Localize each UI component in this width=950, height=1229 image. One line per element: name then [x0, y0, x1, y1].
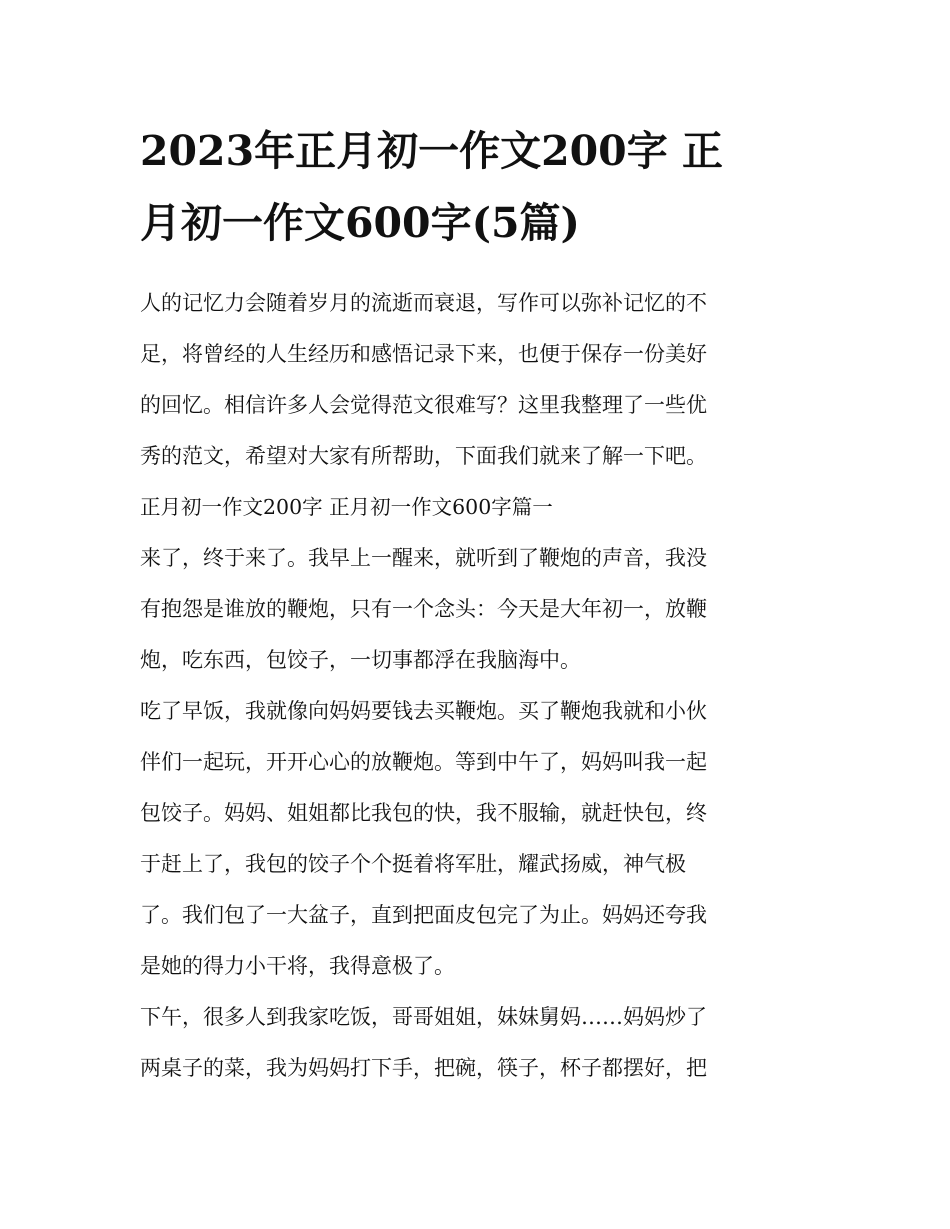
paragraph-line: 包饺子。妈妈、姐姐都比我包的快，我不服输，就赶快包，终 [140, 801, 707, 825]
paragraph-line: 了。我们包了一大盆子，直到把面皮包完了为止。妈妈还夸我 [140, 903, 707, 927]
paragraph-line: 来了，终于来了。我早上一醒来，就听到了鞭炮的声音，我没 [140, 546, 707, 570]
title-line-1: 2023年正月初一作文200字 正 [140, 127, 723, 175]
paragraph-line: 两桌子的菜，我为妈妈打下手，把碗，筷子，杯子都摆好，把 [140, 1056, 707, 1080]
paragraph-line: 有抱怨是谁放的鞭炮，只有一个念头：今天是大年初一，放鞭 [140, 597, 707, 621]
paragraph-line: 是她的得力小干将，我得意极了。 [140, 954, 455, 978]
intro-line: 秀的范文，希望对大家有所帮助，下面我们就来了解一下吧。 [140, 444, 707, 468]
intro-line: 的回忆。相信许多人会觉得范文很难写？这里我整理了一些优 [140, 393, 707, 417]
title-line-2: 月初一作文600字(5篇) [140, 199, 580, 247]
paragraph-line: 下午，很多人到我家吃饭，哥哥姐姐，妹妹舅妈……妈妈炒了 [140, 1005, 707, 1029]
paragraph-line: 炮，吃东西，包饺子，一切事都浮在我脑海中。 [140, 648, 581, 672]
paragraph-line: 吃了早饭，我就像向妈妈要钱去买鞭炮。买了鞭炮我就和小伙 [140, 699, 707, 723]
section-heading: 正月初一作文200字 正月初一作文600字篇一 [140, 495, 553, 519]
paragraph-line: 于赶上了，我包的饺子个个挺着将军肚，耀武扬威，神气极 [140, 852, 686, 876]
paragraph-line: 伴们一起玩，开开心心的放鞭炮。等到中午了，妈妈叫我一起 [140, 750, 707, 774]
document-body [140, 278, 830, 1094]
document-title [140, 115, 820, 259]
intro-line: 足，将曾经的人生经历和感悟记录下来，也便于保存一份美好 [140, 342, 707, 366]
intro-line: 人的记忆力会随着岁月的流逝而衰退，写作可以弥补记忆的不 [140, 291, 707, 315]
